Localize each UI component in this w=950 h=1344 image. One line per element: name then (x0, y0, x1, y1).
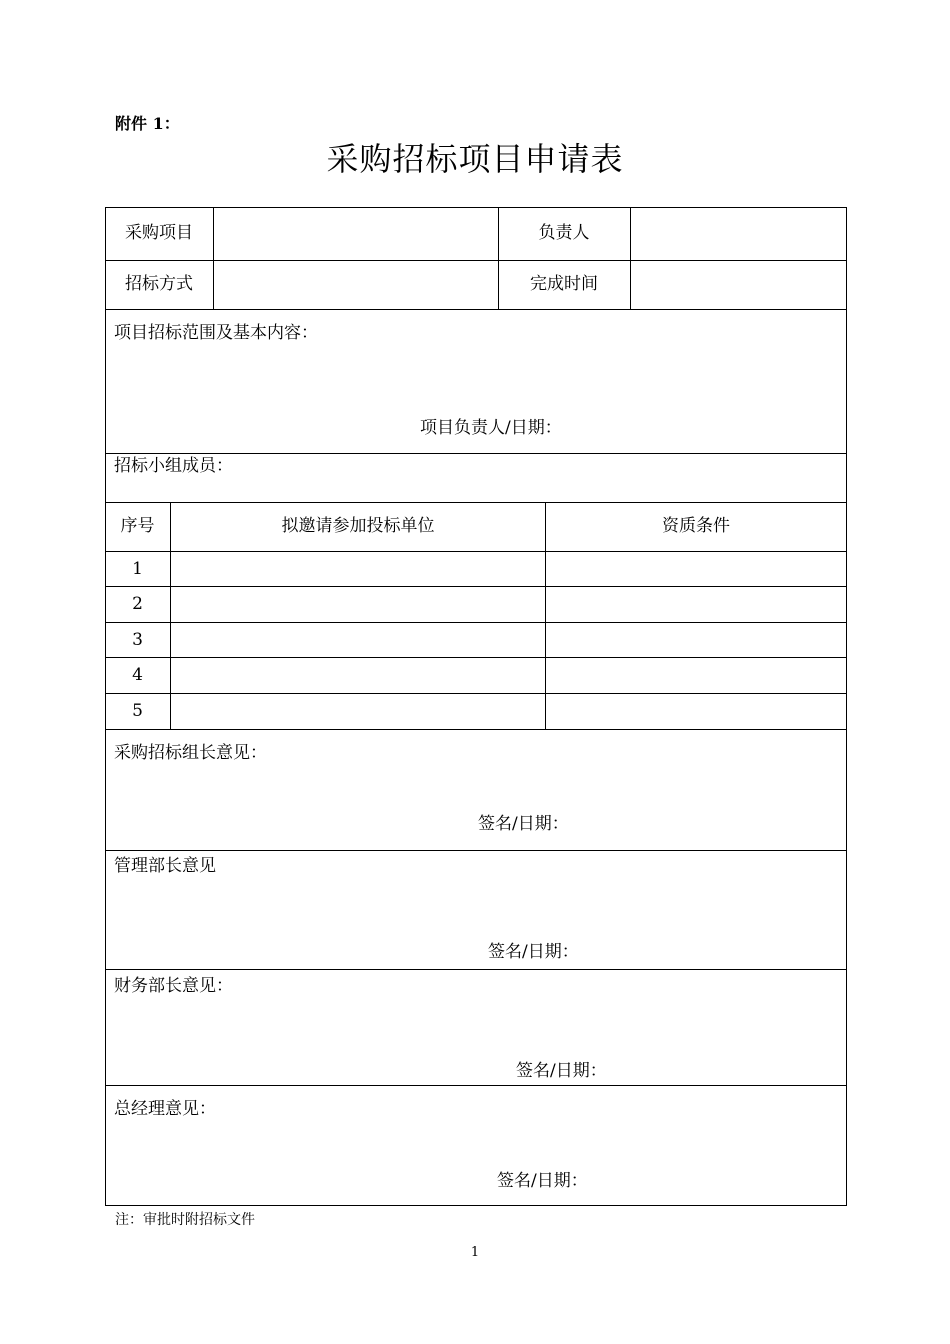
column-divider (170, 502, 171, 729)
table-row-unit[interactable] (171, 559, 545, 579)
row-divider (105, 586, 847, 587)
row-divider (105, 657, 847, 658)
column-divider (545, 502, 546, 729)
row-divider (105, 969, 847, 970)
col-header-qualification: 资质条件 (662, 516, 730, 536)
table-row-qualification[interactable] (546, 665, 846, 685)
attachment-label: 附件 1： (115, 114, 180, 133)
row-divider (105, 551, 847, 552)
table-row-no: 4 (132, 665, 143, 685)
table-row-no: 1 (132, 559, 143, 579)
project-field[interactable] (214, 223, 498, 243)
table-row-no: 3 (132, 630, 143, 650)
table-row-unit[interactable] (171, 594, 545, 614)
row-divider (105, 693, 847, 694)
table-row-unit[interactable] (171, 701, 545, 721)
row-divider (105, 309, 847, 310)
method-label: 招标方式 (125, 274, 193, 294)
col-header-unit: 拟邀请参加投标单位 (281, 516, 435, 536)
team-members-label: 招标小组成员： (114, 456, 233, 476)
owner-field[interactable] (631, 223, 846, 243)
row-divider (105, 453, 847, 454)
finance-signature-label: 签名/日期： (516, 1061, 607, 1081)
table-row-qualification[interactable] (546, 630, 846, 650)
form-title: 采购招标项目申请表 (326, 140, 624, 178)
finance-opinion-label: 财务部长意见： (114, 976, 233, 996)
finish-time-label: 完成时间 (530, 274, 598, 294)
table-row-qualification[interactable] (546, 701, 846, 721)
purchasing-leader-opinion-label: 采购招标组长意见： (114, 743, 267, 763)
row-divider (105, 1085, 847, 1086)
row-divider (105, 260, 847, 261)
finish-time-field[interactable] (631, 274, 846, 294)
management-opinion-label: 管理部长意见 (114, 856, 216, 876)
table-row-no: 5 (132, 701, 143, 721)
scope-label: 项目招标范围及基本内容： (114, 323, 318, 343)
owner-label: 负责人 (538, 223, 590, 243)
method-field[interactable] (214, 274, 498, 294)
table-row-qualification[interactable] (546, 594, 846, 614)
table-row-unit[interactable] (171, 630, 545, 650)
management-signature-label: 签名/日期： (488, 942, 579, 962)
row-divider (105, 729, 847, 730)
row-divider (105, 502, 847, 503)
general-manager-signature-label: 签名/日期： (497, 1171, 588, 1191)
table-row-no: 2 (132, 594, 143, 614)
footnote: 注：审批时附招标文件 (115, 1212, 255, 1228)
page-number: 1 (470, 1245, 480, 1260)
row-divider (105, 850, 847, 851)
general-manager-opinion-label: 总经理意见： (114, 1099, 216, 1119)
purchasing-leader-signature-label: 签名/日期： (478, 814, 569, 834)
project-label: 采购项目 (125, 223, 193, 243)
row-divider (105, 622, 847, 623)
scope-signature-label: 项目负责人/日期： (420, 418, 562, 438)
col-header-no: 序号 (120, 516, 155, 536)
table-row-qualification[interactable] (546, 559, 846, 579)
table-row-unit[interactable] (171, 665, 545, 685)
